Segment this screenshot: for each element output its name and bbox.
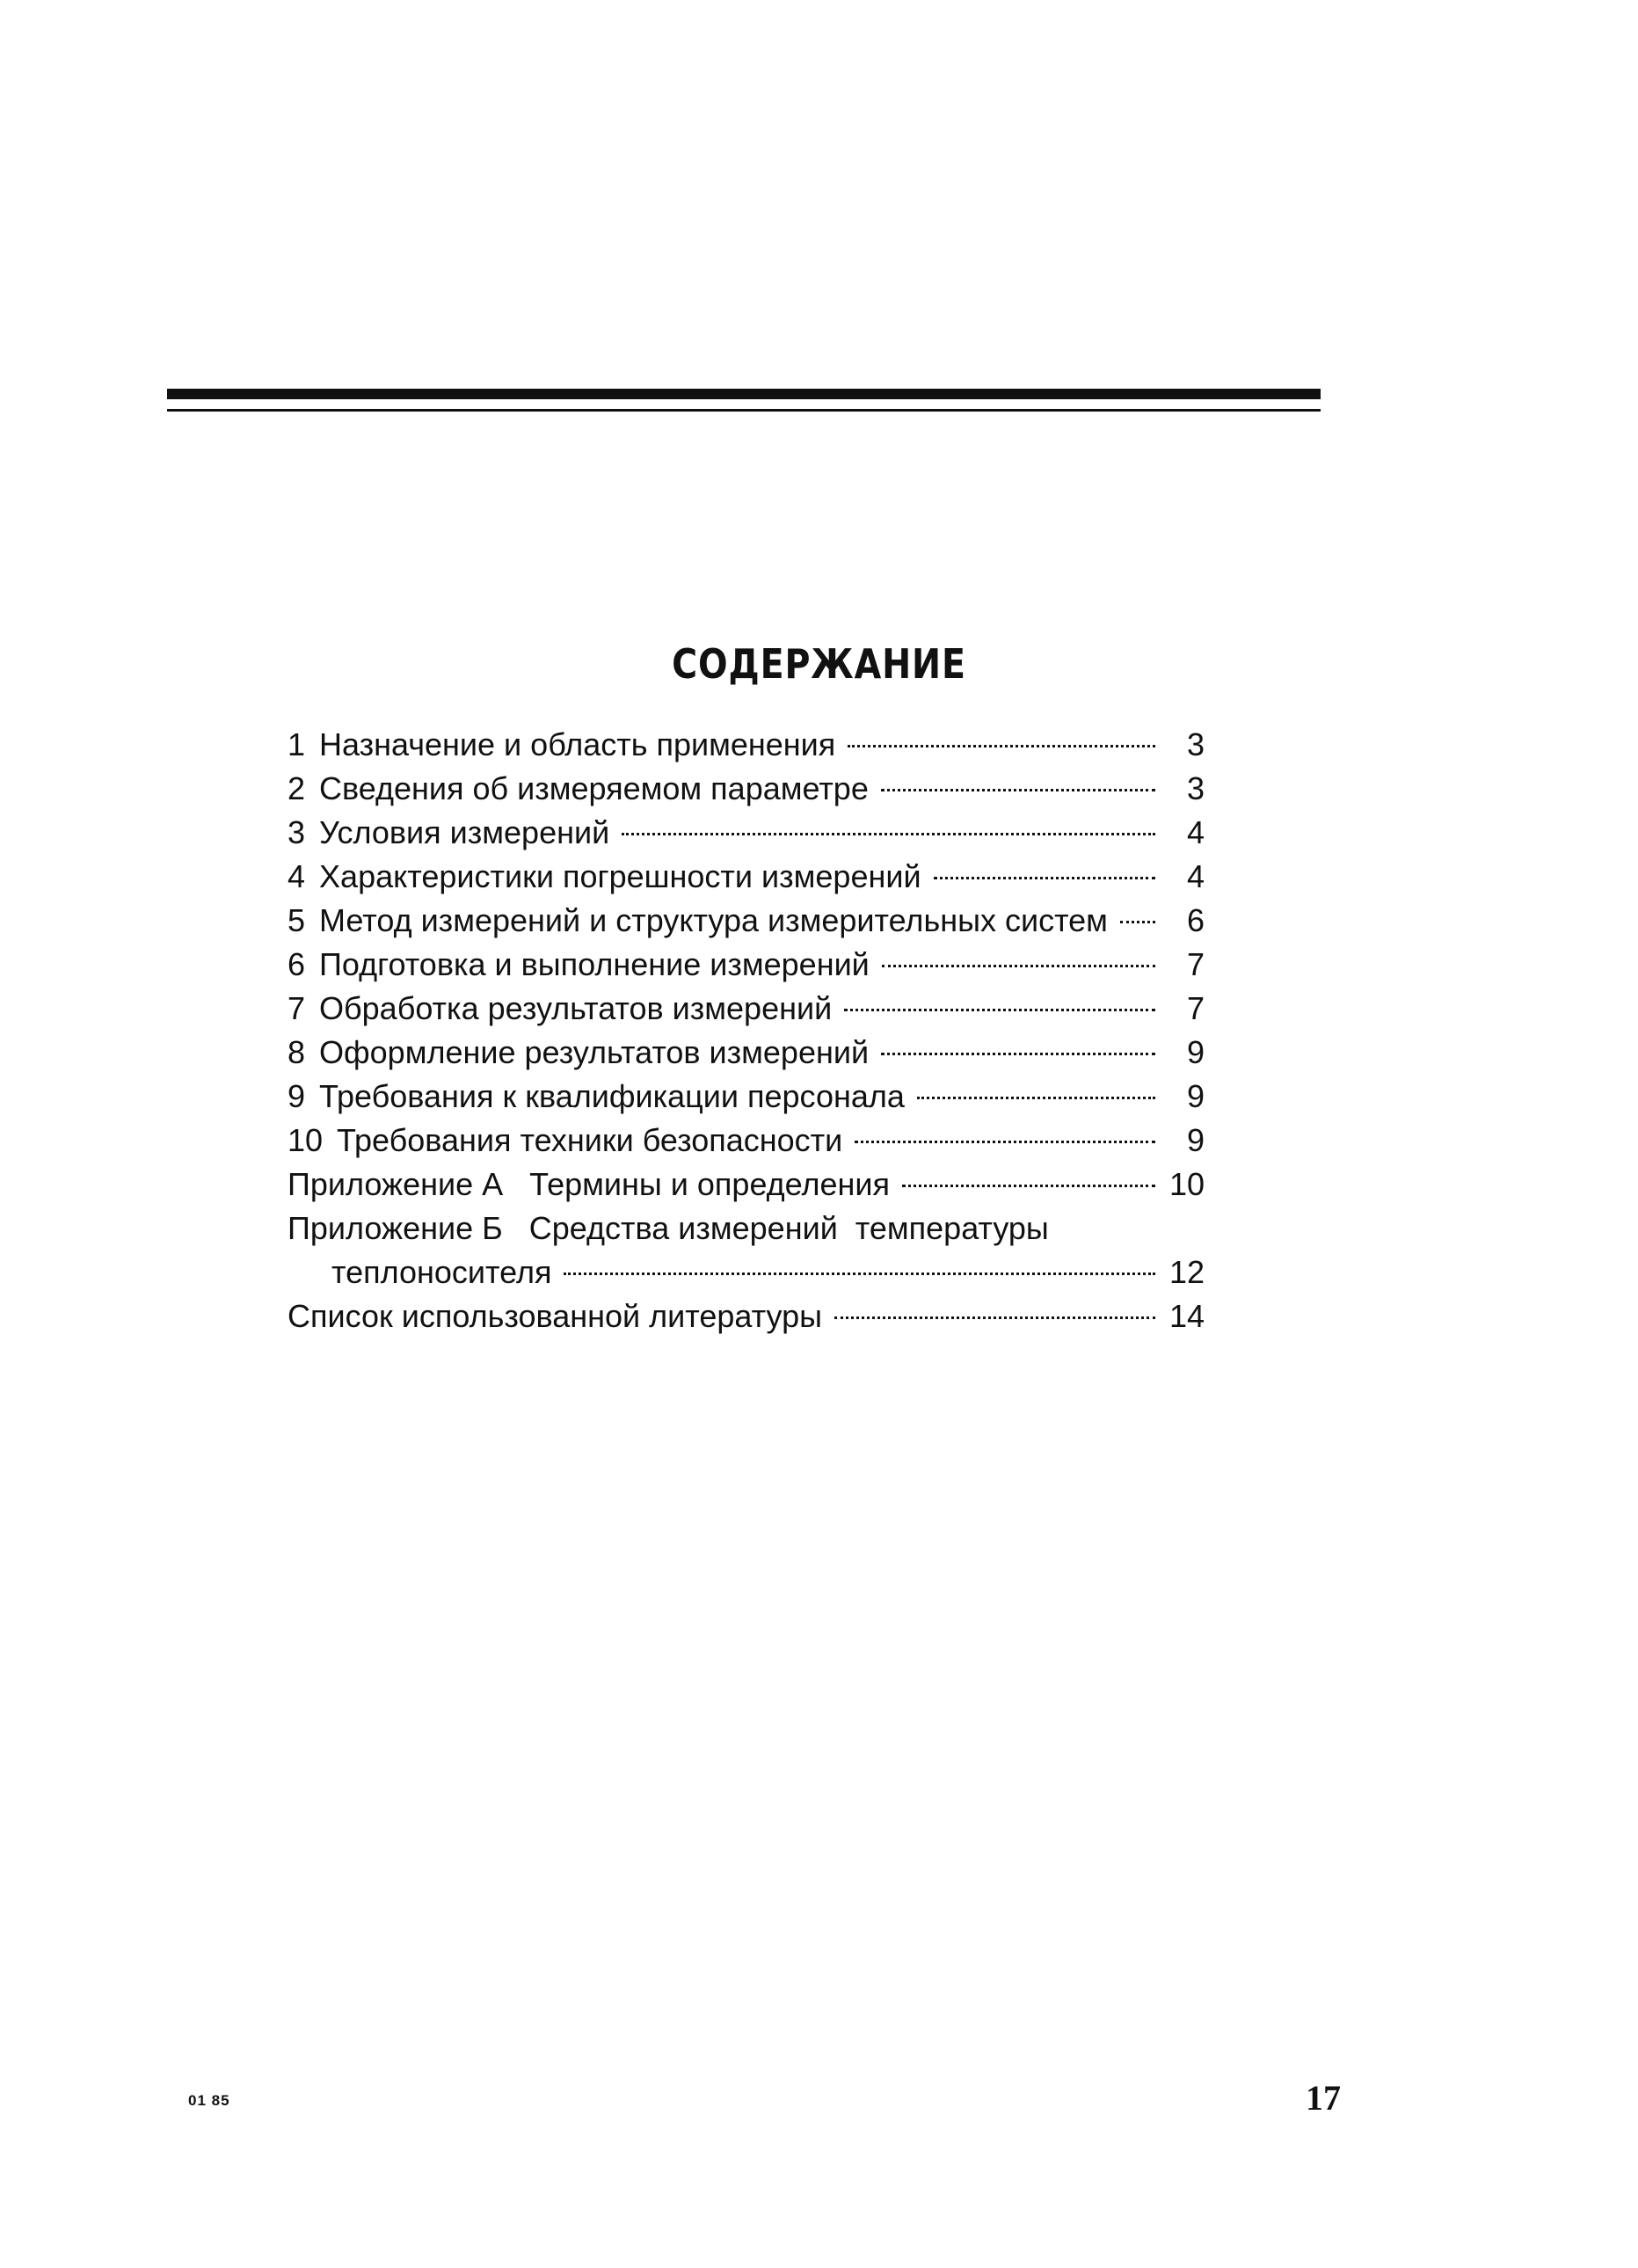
toc-entry-page: 7 bbox=[1186, 990, 1205, 1026]
dot-leader bbox=[844, 1009, 1155, 1011]
toc-entry-page: 10 bbox=[1168, 1166, 1205, 1202]
dot-leader bbox=[834, 1316, 1155, 1319]
toc-entry-label: Оформление результатов измерений bbox=[319, 1034, 870, 1070]
toc-entry-label: Назначение и область применения bbox=[319, 726, 836, 762]
dot-leader bbox=[917, 1097, 1155, 1099]
dot-leader bbox=[848, 745, 1155, 747]
toc-entry-number: 9 bbox=[288, 1078, 306, 1114]
toc-entry-5[interactable] bbox=[288, 899, 1205, 943]
dot-leader bbox=[882, 965, 1155, 967]
header-rule-thin bbox=[167, 409, 1321, 412]
toc-entry-label: Требования к квалификации персонала bbox=[319, 1078, 905, 1114]
dot-leader bbox=[902, 1185, 1155, 1187]
toc-entry-number: 4 bbox=[288, 858, 306, 894]
toc-entry-appendix-b-continued[interactable] bbox=[288, 1251, 1205, 1294]
table-of-contents bbox=[288, 723, 1205, 1338]
toc-entry-label: Обработка результатов измерений bbox=[319, 990, 833, 1026]
dot-leader bbox=[564, 1273, 1155, 1275]
toc-entry-1[interactable] bbox=[288, 723, 1205, 767]
toc-entry-label: Подготовка и выполнение измерений bbox=[319, 946, 870, 982]
toc-entry-page: 14 bbox=[1168, 1298, 1205, 1334]
toc-entry-page: 9 bbox=[1186, 1034, 1205, 1070]
dot-leader bbox=[622, 833, 1155, 835]
toc-entry-references[interactable] bbox=[288, 1294, 1205, 1338]
dot-leader bbox=[1120, 921, 1155, 923]
dot-leader bbox=[881, 1053, 1155, 1055]
toc-entry-9[interactable] bbox=[288, 1075, 1205, 1119]
toc-entry-label: Характеристики погрешности измерений bbox=[319, 858, 921, 894]
toc-entry-page: 9 bbox=[1186, 1122, 1205, 1158]
toc-entry-number: 7 bbox=[288, 990, 306, 1026]
toc-entry-number: 10 bbox=[288, 1122, 324, 1158]
page-number: 17 bbox=[1306, 2078, 1341, 2118]
toc-entry-7[interactable] bbox=[288, 987, 1205, 1031]
toc-entry-number: 1 bbox=[288, 726, 306, 762]
header-rule-thick bbox=[167, 389, 1321, 399]
toc-entry-page: 6 bbox=[1186, 902, 1205, 938]
toc-entry-number: 6 bbox=[288, 946, 306, 982]
dot-leader bbox=[855, 1141, 1155, 1143]
toc-entry-page: 3 bbox=[1186, 726, 1205, 762]
toc-entry-page: 4 bbox=[1186, 814, 1205, 850]
toc-entry-label: Условия измерений bbox=[319, 814, 610, 850]
toc-entry-6[interactable] bbox=[288, 943, 1205, 987]
toc-entry-appendix-a[interactable] bbox=[288, 1163, 1205, 1207]
toc-entry-page: 12 bbox=[1168, 1254, 1205, 1290]
toc-entry-number: 5 bbox=[288, 902, 306, 938]
toc-entry-label: Приложение Б Средства измерений температуры bbox=[288, 1210, 1049, 1246]
toc-entry-appendix-b[interactable] bbox=[288, 1207, 1205, 1251]
toc-entry-label: теплоносителя bbox=[331, 1254, 552, 1290]
toc-entry-number: 8 bbox=[288, 1034, 306, 1070]
dot-leader bbox=[881, 789, 1155, 791]
footer-code: 01 85 bbox=[188, 2092, 230, 2109]
toc-entry-label: Приложение А Термины и определения bbox=[288, 1166, 891, 1202]
toc-entry-3[interactable] bbox=[288, 811, 1205, 855]
toc-entry-number: 2 bbox=[288, 770, 306, 806]
toc-entry-2[interactable] bbox=[288, 767, 1205, 811]
toc-entry-page: 4 bbox=[1186, 858, 1205, 894]
toc-entry-label: Сведения об измеряемом параметре bbox=[319, 770, 869, 806]
toc-entry-8[interactable] bbox=[288, 1031, 1205, 1075]
toc-entry-page: 7 bbox=[1186, 946, 1205, 982]
toc-entry-label: Требования техники безопасности bbox=[337, 1122, 843, 1158]
toc-entry-label: Список использованной литературы bbox=[288, 1298, 822, 1334]
toc-title: СОДЕРЖАНИЕ bbox=[672, 640, 966, 688]
toc-entry-page: 9 bbox=[1186, 1078, 1205, 1114]
toc-entry-4[interactable] bbox=[288, 855, 1205, 899]
toc-entry-number: 3 bbox=[288, 814, 306, 850]
dot-leader bbox=[934, 877, 1155, 879]
toc-entry-10[interactable] bbox=[288, 1119, 1205, 1163]
toc-entry-label: Метод измерений и структура измерительных систем bbox=[319, 902, 1108, 938]
toc-entry-page: 3 bbox=[1186, 770, 1205, 806]
